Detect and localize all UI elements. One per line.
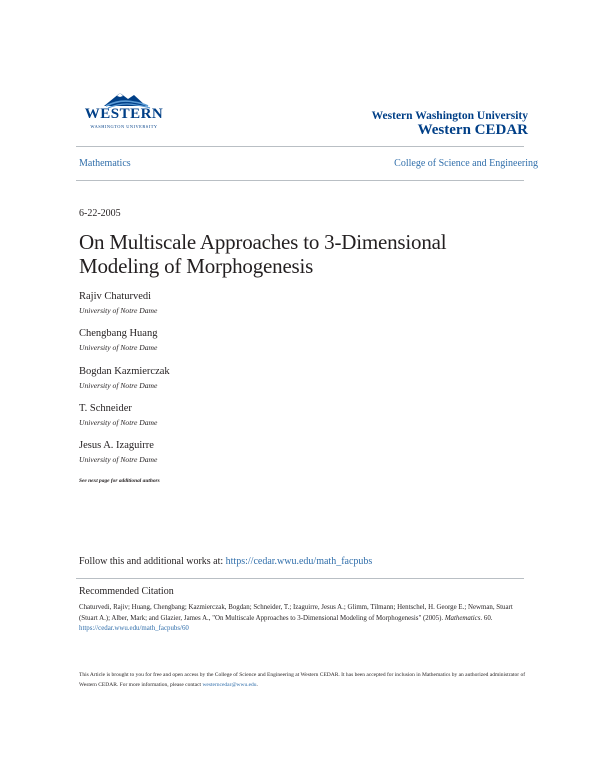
breadcrumb-mathematics[interactable]: Mathematics [79, 158, 131, 169]
contact-email-link[interactable]: westerncedar@wwu.edu [202, 682, 257, 688]
follow-text: Follow this and additional works at: [79, 556, 226, 567]
author-name: T. Schneider [79, 403, 132, 414]
access-notice-end: . [256, 682, 258, 688]
author-affiliation: University of Notre Dame [79, 455, 158, 464]
logo-wordmark: WESTERN [84, 106, 164, 122]
access-notice [79, 670, 527, 690]
author-affiliation: University of Notre Dame [79, 381, 158, 390]
logo-subtitle: WASHINGTON UNIVERSITY [90, 124, 158, 129]
collection-link[interactable]: https://cedar.wwu.edu/math_facpubs [225, 556, 373, 567]
divider-citation [76, 578, 524, 579]
citation-text [79, 603, 527, 635]
author-name: Rajiv Chaturvedi [79, 291, 152, 302]
paper-title: On Multiscale Approaches to 3-Dimensional Modeling of Morphogenesis [79, 230, 447, 278]
wwu-logo[interactable] [76, 90, 172, 132]
author-name: Bogdan Kazmierczak [79, 366, 170, 377]
citation-journal: Mathematics [444, 614, 481, 622]
repository-name[interactable]: Western CEDAR [417, 122, 528, 138]
author-name: Jesus A. Izaguirre [79, 440, 154, 451]
recommended-citation-heading: Recommended Citation [79, 586, 174, 597]
see-next-page-note: See next page for additional authors [79, 478, 160, 484]
citation-body: Chaturvedi, Rajiv; Huang, Chengbang; Kazmierczak, Bogdan; Schneider, T.; Izaguirre, Jesus A.; Glimm, Tilmann; Hentschel, H. George E.; Newman, Stuart (Stuart A.); Alber, Mark; and Glazier, James A., "On Multiscale Approaches to 3-Dimensional Modeling of Morphogenesis" (2005). [79, 604, 513, 622]
divider-top [76, 146, 524, 147]
citation-link[interactable]: https://cedar.wwu.edu/math_facpubs/60 [79, 625, 189, 633]
publication-date: 6-22-2005 [79, 208, 121, 219]
breadcrumb-college[interactable]: College of Science and Engineering [394, 158, 538, 169]
university-name[interactable]: Western Washington University [371, 110, 528, 122]
author-name: Chengbang Huang [79, 328, 158, 339]
divider-bottom [76, 180, 524, 181]
access-notice-text: This Article is brought to you for free and open access by the College of Science and Engineering at Western CEDAR. It has been accepted for inclusion in Mathematics by an authorized administrator of Western CEDAR. For more information, please contact [79, 672, 526, 688]
author-affiliation: University of Notre Dame [79, 306, 158, 315]
follow-line [79, 556, 372, 567]
author-affiliation: University of Notre Dame [79, 343, 158, 352]
author-affiliation: University of Notre Dame [79, 418, 158, 427]
citation-number: . 60. [480, 614, 493, 622]
